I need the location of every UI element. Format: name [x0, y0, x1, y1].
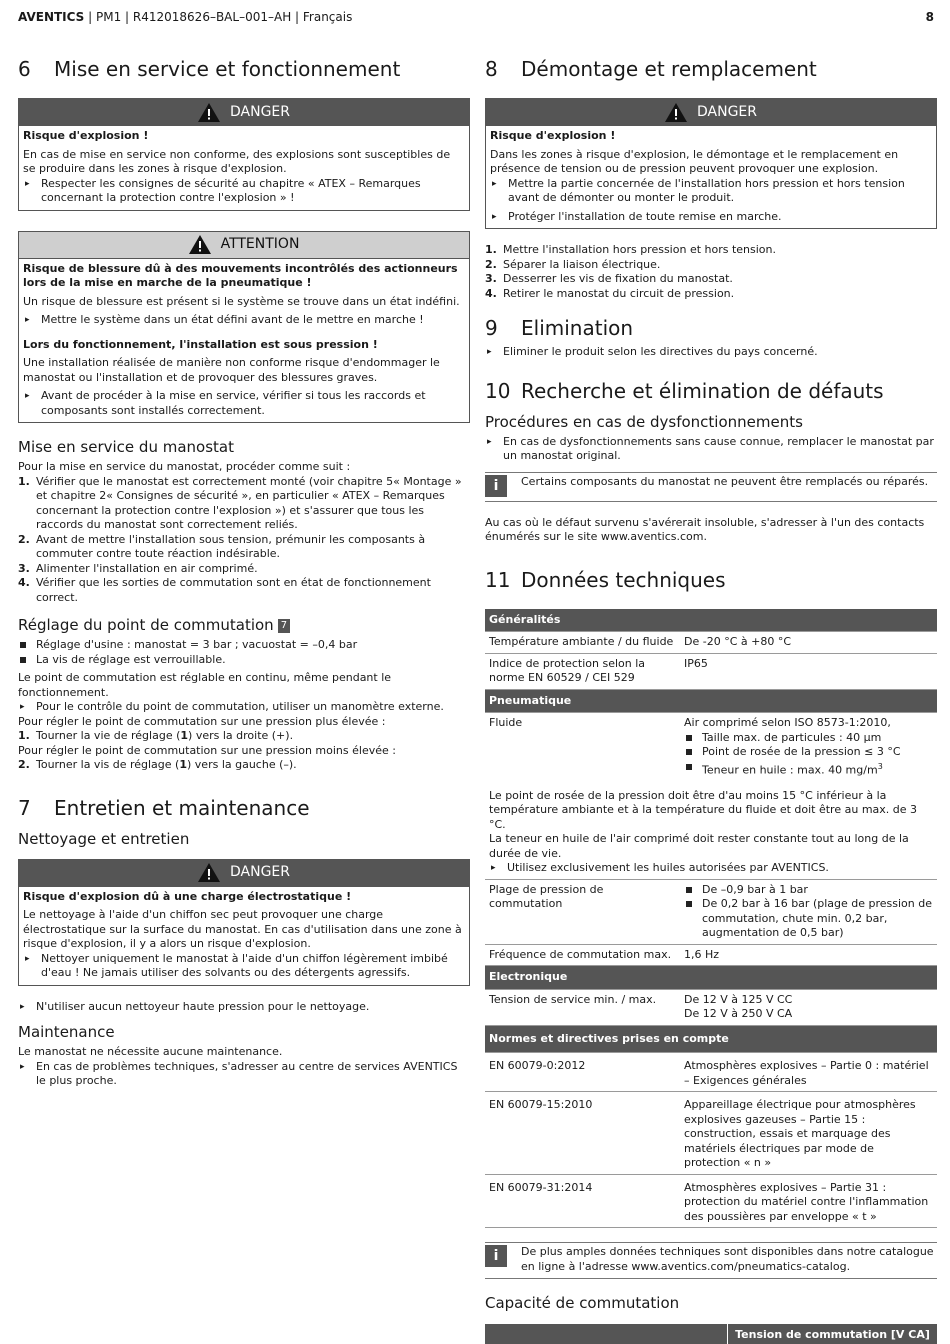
table-row: Tension de service min. / max. De 12 V à 125 V CC De 12 V à 250 V CA	[485, 989, 937, 1025]
list-item: 1. Tourner la vie de réglage (1) vers la droite (+).	[18, 729, 294, 742]
danger-title: Risque d'explosion dû à une charge électrostatique !	[23, 889, 352, 903]
paragraph: Pour régler le point de commutation sur une pression moins élevée :	[18, 743, 396, 757]
subsection-heading: Nettoyage et entretien	[18, 829, 190, 848]
subsection-heading: Réglage du point de commutation 7	[18, 615, 470, 635]
info-icon: i	[485, 1245, 507, 1267]
danger-header	[486, 99, 936, 126]
right-column	[485, 56, 937, 1344]
danger-label: DANGER	[229, 103, 290, 120]
bullet-item: ▸ En cas de problèmes techniques, s'adresser au centre de services AVENTICS le plus proche.	[18, 1060, 470, 1089]
danger-bullet: ▸ Nettoyer uniquement le manostat à l'aide d'un chiffon légèrement imbibé d'eau ! Ne jamais utiliser des solvants ou des détergents agressifs.	[23, 952, 465, 981]
paragraph: Pour régler le point de commutation sur une pression plus élevée :	[18, 714, 386, 728]
list-item: 1. Vérifier que le manostat est correctement monté (voir chapitre 5« Montage » et chapitre 2« Consignes de sécurité », en particulier « ATEX – Remarques concernant la protection contre l'explosion ») et s'assurer que tous les raccords du manostat sont correctement reliés.	[18, 474, 462, 531]
table-row: EN 60079-0:2012 Atmosphères explosives – Partie 0 : matériel – Exigences générales	[485, 1053, 937, 1092]
danger-title: Risque d'explosion !	[23, 129, 149, 142]
section-9-heading: 9 Elimination	[485, 316, 634, 340]
danger-box	[485, 98, 937, 229]
danger-title: Risque d'explosion !	[490, 129, 616, 142]
table-row: EN 60079-15:2010 Appareillage électrique pour atmosphères explosives gazeuses – Partie 15 : construction, essais et marquage des matériels électriques par mode de protection « n »	[485, 1092, 937, 1175]
attention-title: Risque de blessure dû à des mouvements incontrôlés des actionneurs lors de la mise en marche de la pneumatique !	[23, 261, 458, 289]
info-icon: i	[485, 475, 507, 497]
bullet-item: ▸ Pour le contrôle du point de commutation, utiliser un manomètre externe.	[18, 700, 470, 715]
section-11-heading: 11 Données techniques	[485, 567, 726, 592]
danger-header	[19, 99, 469, 126]
bullet-item: ▸ N'utiliser aucun nettoyeur haute pression pour le nettoyage.	[18, 1000, 470, 1015]
list-item: 2. Séparer la liaison électrique.	[485, 257, 661, 271]
danger-bullet: ▸ Mettre la partie concernée de l'installation hors pression et hors tension avant de démonter ou monter le produit.	[490, 177, 932, 206]
list-item: 4. Vérifier que les sorties de commutation sont en état de fonctionnement correct.	[18, 576, 431, 604]
subsection-heading: Maintenance	[18, 1023, 115, 1041]
warning-icon	[198, 103, 220, 122]
table-section-row: Pneumatique	[485, 689, 937, 713]
info-text: De plus amples données techniques sont disponibles dans notre catalogue en ligne à l'adresse www.aventics.com/pneumatics-catalog.	[521, 1245, 934, 1273]
table-row: Température ambiante / du fluide De -20 °C à +80 °C	[485, 632, 937, 654]
figure-ref-badge: 7	[278, 619, 290, 633]
danger-text: Dans les zones à risque d'explosion, le démontage et le remplacement en présence de tension ou de pression peuvent provoquer une explosion.	[490, 147, 899, 175]
paragraph: Pour la mise en service du manostat, procéder comme suit :	[18, 460, 351, 473]
section-title: Mise en service et fonctionnement	[54, 57, 401, 81]
section-number: 6	[18, 57, 31, 81]
danger-box	[18, 859, 470, 986]
warning-icon	[189, 235, 211, 254]
danger-text: En cas de mise en service non conforme, des explosions sont susceptibles de se produire dans les zones à risque d'explosion.	[23, 147, 451, 175]
section-7-heading: 7 Entretien et maintenance	[18, 795, 310, 820]
list-item: 2. Avant de mettre l'installation sous tension, prémunir les composants à commuter contre toute réaction indésirable.	[18, 532, 426, 560]
list-item: 1. Mettre l'installation hors pression et hors tension.	[485, 243, 777, 256]
attention-bullet: ▸ Avant de procéder à la mise en service, vérifier si tous les raccords et composants sont installés correctement.	[23, 389, 465, 418]
info-note	[485, 472, 937, 502]
list-item: Réglage d'usine : manostat = 3 bar ; vacuostat = –0,4 bar	[18, 638, 470, 653]
paragraph: Au cas où le défaut survenu s'avérerait insoluble, s'adresser à l'un des contacts énumérés sur le site www.aventics.com.	[485, 515, 925, 543]
section-6-heading	[18, 56, 470, 82]
attention-bullet: ▸ Mettre le système dans un état défini avant de le mettre en marche !	[23, 313, 465, 328]
attention-title: Lors du fonctionnement, l'installation est sous pression !	[23, 337, 378, 351]
danger-bullet: ▸ Protéger l'installation de toute remise en marche.	[490, 210, 932, 225]
table-section-row: Electronique	[485, 966, 937, 990]
tech-data-table	[485, 609, 937, 1229]
capacity-table-header	[485, 1324, 937, 1344]
doc-id: | PM1 | R412018626–BAL–001–AH | Français	[84, 10, 353, 24]
subsection-heading: Mise en service du manostat	[18, 438, 234, 456]
table-row: Le point de rosée de la pression doit être d'au moins 15 °C inférieur à la température ambiante et à la température du fluide et doit être au max. de 3 °C. La teneur en huile de l'air comprimé doit rester constante tout au long de la durée de vie. ▸ Utilisez exclusivement les huiles autorisées par AVENTICS.	[485, 781, 937, 880]
column-header: Tension de commutation [V CA]	[727, 1324, 937, 1344]
list-item: 4. Retirer le manostat du circuit de pression.	[485, 286, 735, 300]
left-column	[18, 56, 470, 1089]
danger-bullet: ▸ Respecter les consignes de sécurité au chapitre « ATEX – Remarques concernant la protection contre l'explosion » !	[23, 177, 465, 206]
warning-icon	[665, 103, 687, 122]
table-section-row: Généralités	[485, 609, 937, 632]
attention-box	[18, 231, 470, 424]
brand: AVENTICS	[18, 10, 85, 24]
list-item: 3. Desserrer les vis de fixation du manostat.	[485, 272, 733, 285]
info-note	[485, 1242, 937, 1279]
danger-header	[19, 860, 469, 887]
table-section-row: Normes et directives prises en compte	[485, 1025, 937, 1053]
bullet-item: ▸ Eliminer le produit selon les directives du pays concerné.	[485, 345, 937, 360]
table-row: Fréquence de commutation max. 1,6 Hz	[485, 944, 937, 966]
list-item: 2. Tourner la vis de réglage (1) vers la gauche (–).	[18, 758, 297, 771]
section-10-heading: 10 Recherche et élimination de défauts	[485, 378, 884, 403]
danger-label: DANGER	[229, 864, 290, 881]
danger-label: DANGER	[696, 103, 757, 120]
running-header	[18, 10, 352, 25]
info-text: Certains composants du manostat ne peuvent être remplacés ou réparés.	[521, 474, 929, 488]
table-row: EN 60079-31:2014 Atmosphères explosives – Partie 31 : protection du matériel contre l'inflammation des poussières par enveloppe « t »	[485, 1174, 937, 1228]
subsection-heading: Capacité de commutation	[485, 1294, 680, 1313]
section-8-heading: 8 Démontage et remplacement	[485, 57, 817, 81]
table-row: Fluide Air comprimé selon ISO 8573-1:2010, Taille max. de particules : 40 µm Point de rosée de la pression ≤ 3 °C Teneur en huile : max. 40 $mg/m^3$	[485, 713, 937, 781]
list-item: La vis de réglage est verrouillable.	[18, 653, 470, 668]
subsection-heading: Procédures en cas de dysfonctionnements	[485, 412, 803, 431]
paragraph: Le point de commutation est réglable en continu, même pendant le fonctionnement.	[18, 671, 392, 699]
list-item: 3. Alimenter l'installation en air comprimé.	[18, 561, 258, 575]
table-row: Indice de protection selon la norme EN 60529 / CEI 529 IP65	[485, 653, 937, 689]
warning-icon	[198, 863, 220, 882]
attention-text: Une installation réalisée de manière non conforme risque d'endommager le manostat ou l'installation et de provoquer des blessures graves.	[23, 356, 440, 384]
table-row: Plage de pression de commutation De –0,9 bar à 1 bar De 0,2 bar à 16 bar (plage de pression de commutation, chute min. 0,2 bar, augmentation de 0,5 bar)	[485, 879, 937, 944]
attention-header	[19, 232, 469, 259]
paragraph: Le manostat ne nécessite aucune maintenance.	[18, 1045, 283, 1058]
attention-text: Un risque de blessure est présent si le système se trouve dans un état indéfini.	[23, 294, 460, 308]
danger-box	[18, 98, 470, 211]
page-number: 8	[925, 10, 934, 24]
danger-text: Le nettoyage à l'aide d'un chiffon sec peut provoquer une charge électrostatique sur la surface du manostat. En cas d'utilisation dans une zone à risque d'explosion, il y a alors un risque d'explosion.	[23, 908, 462, 950]
attention-label: ATTENTION	[220, 236, 300, 253]
bullet-item: ▸ En cas de dysfonctionnements sans cause connue, remplacer le manostat par un manostat original.	[485, 435, 937, 464]
